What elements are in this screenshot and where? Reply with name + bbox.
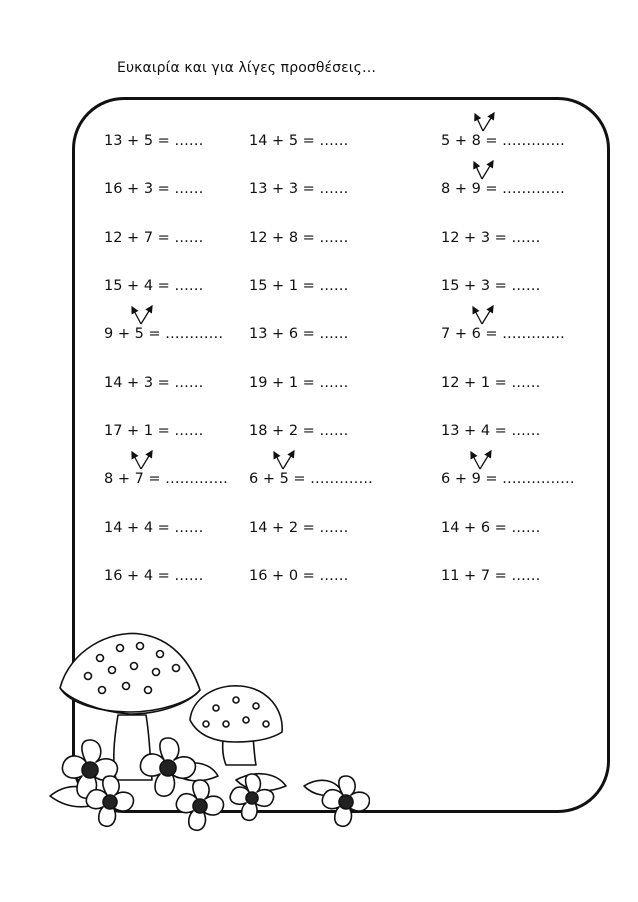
- exercise-item: 13 + 6 = ……: [249, 326, 349, 342]
- exercise-item: 13 + 4 = ……: [441, 423, 541, 439]
- exercise-item: 16 + 3 = ……: [104, 181, 204, 197]
- exercise-item: 16 + 4 = ……: [104, 568, 204, 584]
- exercise-item-split: 6 + 5 = ………….: [249, 471, 373, 487]
- exercise-item: 18 + 2 = ……: [249, 423, 349, 439]
- exercise-item: 15 + 1 = ……: [249, 278, 349, 294]
- exercise-item: 19 + 1 = ……: [249, 375, 349, 391]
- worksheet-title: Ευκαιρία και για λίγες προσθέσεις…: [117, 60, 377, 76]
- exercise-item: 14 + 3 = ……: [104, 375, 204, 391]
- exercise-item: 12 + 3 = ……: [441, 230, 541, 246]
- exercise-item: 12 + 1 = ……: [441, 375, 541, 391]
- exercise-item: 14 + 6 = ……: [441, 520, 541, 536]
- exercise-item: 13 + 5 = ……: [104, 133, 204, 149]
- exercise-item-split: 8 + 7 = ………….: [104, 471, 228, 487]
- exercise-item: 15 + 3 = ……: [441, 278, 541, 294]
- exercise-item: 14 + 2 = ……: [249, 520, 349, 536]
- exercise-item: 16 + 0 = ……: [249, 568, 349, 584]
- exercise-item-split: 9 + 5 = …………: [104, 326, 224, 342]
- exercise-item: 12 + 8 = ……: [249, 230, 349, 246]
- mushrooms-and-flowers-drawing: [40, 620, 370, 840]
- exercise-item: 12 + 7 = ……: [104, 230, 204, 246]
- exercise-item: 15 + 4 = ……: [104, 278, 204, 294]
- exercise-item-split: 6 + 9 = ……………: [441, 471, 575, 487]
- exercise-item-split: 7 + 6 = ………….: [441, 326, 565, 342]
- exercise-item-split: 5 + 8 = ………….: [441, 133, 565, 149]
- exercise-item: 13 + 3 = ……: [249, 181, 349, 197]
- exercise-item: 14 + 4 = ……: [104, 520, 204, 536]
- exercise-item: 11 + 7 = ……: [441, 568, 541, 584]
- exercise-item: 17 + 1 = ……: [104, 423, 204, 439]
- exercise-item-split: 8 + 9 = ………….: [441, 181, 565, 197]
- exercise-item: 14 + 5 = ……: [249, 133, 349, 149]
